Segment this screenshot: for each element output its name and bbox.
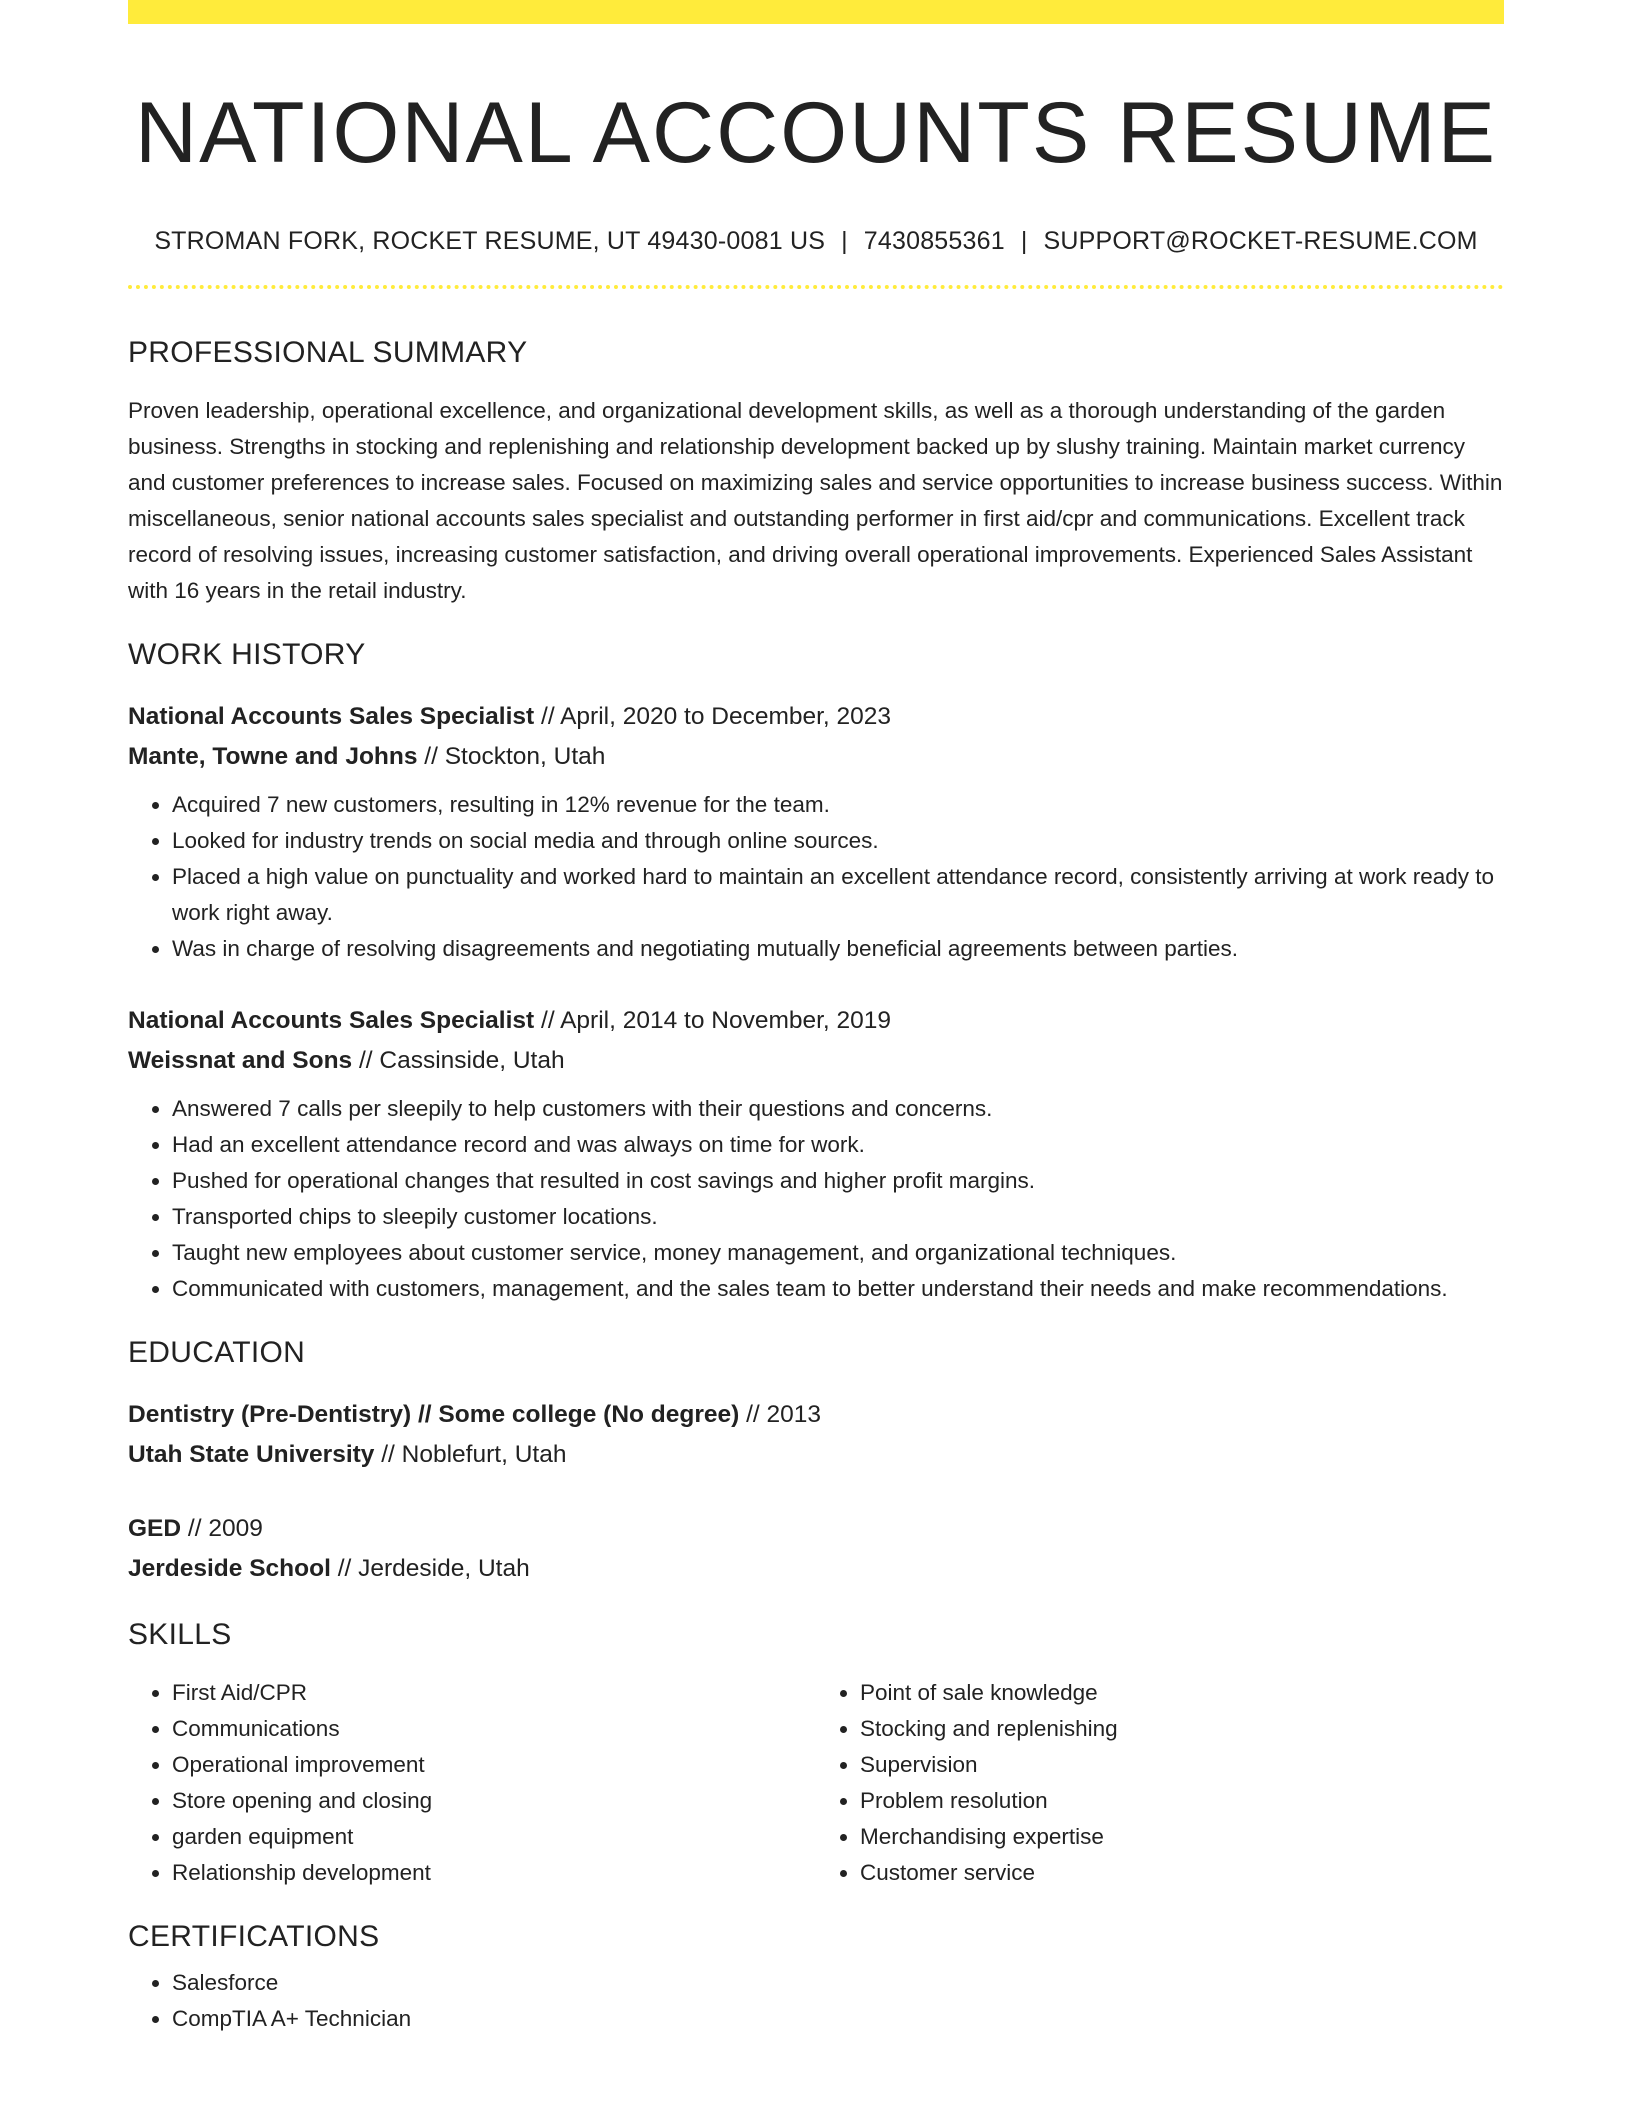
list-item: • Problem resolution <box>860 1783 1504 1819</box>
education-degree-line <box>128 1509 1504 1549</box>
contact-separator: | <box>1020 227 1028 256</box>
list-item: • Relationship development <box>172 1855 816 1891</box>
education-degree: Dentistry (Pre-Dentistry) // Some college (No degree) <box>128 1400 740 1428</box>
list-item: • Store opening and closing <box>172 1783 816 1819</box>
summary-heading: PROFESSIONAL SUMMARY <box>128 335 528 369</box>
summary-text: Proven leadership, operational excellence, and organizational development skills, as well as a thorough understanding of the garden business. Strengths in stocking and replenishing and relationship development backed up by slushy training. Maintain market currency and customer preferences to increase sales. Focused on maximizing sales and service opportunities to increase business success. Within miscellaneous, senior national accounts sales specialist and outstanding performer in first aid/cpr and communications. Excellent track record of resolving issues, increasing customer satisfaction, and driving overall operational improvements. Experienced Sales Assistant with 16 years in the retail industry. <box>128 397 1503 603</box>
job-title-line <box>128 1001 1504 1041</box>
contact-line <box>128 225 1504 258</box>
list-item: • Acquired 7 new customers, resulting in 12% revenue for the team. <box>172 787 1504 823</box>
work-history-heading: WORK HISTORY <box>128 637 366 671</box>
contact-address: STROMAN FORK, ROCKET RESUME, UT 49430-0081 US <box>154 227 826 256</box>
skills-heading: SKILLS <box>128 1617 232 1651</box>
job-company-line <box>128 737 1504 777</box>
list-item: • Stocking and replenishing <box>860 1711 1504 1747</box>
education-school: Jerdeside School <box>128 1554 331 1582</box>
education-location: // Jerdeside, Utah <box>337 1554 530 1582</box>
job-company: Mante, Towne and Johns <box>128 742 418 770</box>
contact-phone: 7430855361 <box>863 227 1005 256</box>
list-item: • Pushed for operational changes that resulted in cost savings and higher profit margins. <box>172 1163 1504 1199</box>
job-bullets <box>128 1091 1504 1307</box>
job-title: National Accounts Sales Specialist <box>128 702 535 730</box>
job-dates: // April, 2020 to December, 2023 <box>541 702 892 730</box>
education-entry <box>128 1395 1504 1475</box>
job-location: // Stockton, Utah <box>424 742 606 770</box>
accent-top-bar <box>128 0 1504 24</box>
list-item: • Placed a high value on punctuality and worked hard to maintain an excellent attendance record, consistently arriving at work ready to work right away. <box>172 859 1504 931</box>
job-title-line <box>128 697 1504 737</box>
list-item: • garden equipment <box>172 1819 816 1855</box>
job-bullets <box>128 787 1504 967</box>
list-item: • First Aid/CPR <box>172 1675 816 1711</box>
resume-page <box>128 0 1504 2112</box>
resume-title: NATIONAL ACCOUNTS RESUME <box>134 85 1498 181</box>
dotted-divider <box>128 285 1504 289</box>
list-item: • Had an excellent attendance record and was always on time for work. <box>172 1127 1504 1163</box>
contact-email: SUPPORT@ROCKET-RESUME.COM <box>1043 227 1478 256</box>
list-item: • Point of sale knowledge <box>860 1675 1504 1711</box>
list-item: • Was in charge of resolving disagreements and negotiating mutually beneficial agreements between parties. <box>172 931 1504 967</box>
education-year: // 2009 <box>187 1514 263 1542</box>
job-title: National Accounts Sales Specialist <box>128 1006 535 1034</box>
education-school-line <box>128 1549 1504 1589</box>
education-heading: EDUCATION <box>128 1335 306 1369</box>
job-company: Weissnat and Sons <box>128 1046 353 1074</box>
job-entry <box>128 697 1504 967</box>
list-item: • Communications <box>172 1711 816 1747</box>
education-entry <box>128 1509 1504 1589</box>
skills-left-column <box>128 1675 816 1891</box>
education-school: Utah State University <box>128 1440 375 1468</box>
list-item: • Answered 7 calls per sleepily to help customers with their questions and concerns. <box>172 1091 1504 1127</box>
education-school-line <box>128 1435 1504 1475</box>
education-degree: GED <box>128 1514 182 1542</box>
education-year: // 2013 <box>746 1400 822 1428</box>
certifications-list <box>128 1965 1504 2037</box>
list-item: • Taught new employees about customer service, money management, and organizational techniques. <box>172 1235 1504 1271</box>
job-company-line <box>128 1041 1504 1081</box>
certifications-heading: CERTIFICATIONS <box>128 1919 380 1953</box>
job-dates: // April, 2014 to November, 2019 <box>541 1006 892 1034</box>
list-item: • Transported chips to sleepily customer locations. <box>172 1199 1504 1235</box>
list-item: • Supervision <box>860 1747 1504 1783</box>
list-item: • Customer service <box>860 1855 1504 1891</box>
list-item: • Salesforce <box>172 1965 1504 2001</box>
job-entry <box>128 1001 1504 1307</box>
education-degree-line <box>128 1395 1504 1435</box>
education-location: // Noblefurt, Utah <box>381 1440 567 1468</box>
list-item: • Operational improvement <box>172 1747 816 1783</box>
list-item: • Communicated with customers, management, and the sales team to better understand their needs and make recommendations. <box>172 1271 1504 1307</box>
list-item: • CompTIA A+ Technician <box>172 2001 1504 2037</box>
skills-columns <box>128 1675 1504 1891</box>
list-item: • Merchandising expertise <box>860 1819 1504 1855</box>
list-item: • Looked for industry trends on social media and through online sources. <box>172 823 1504 859</box>
contact-separator: | <box>841 227 848 256</box>
job-location: // Cassinside, Utah <box>359 1046 565 1074</box>
skills-right-column <box>816 1675 1504 1891</box>
